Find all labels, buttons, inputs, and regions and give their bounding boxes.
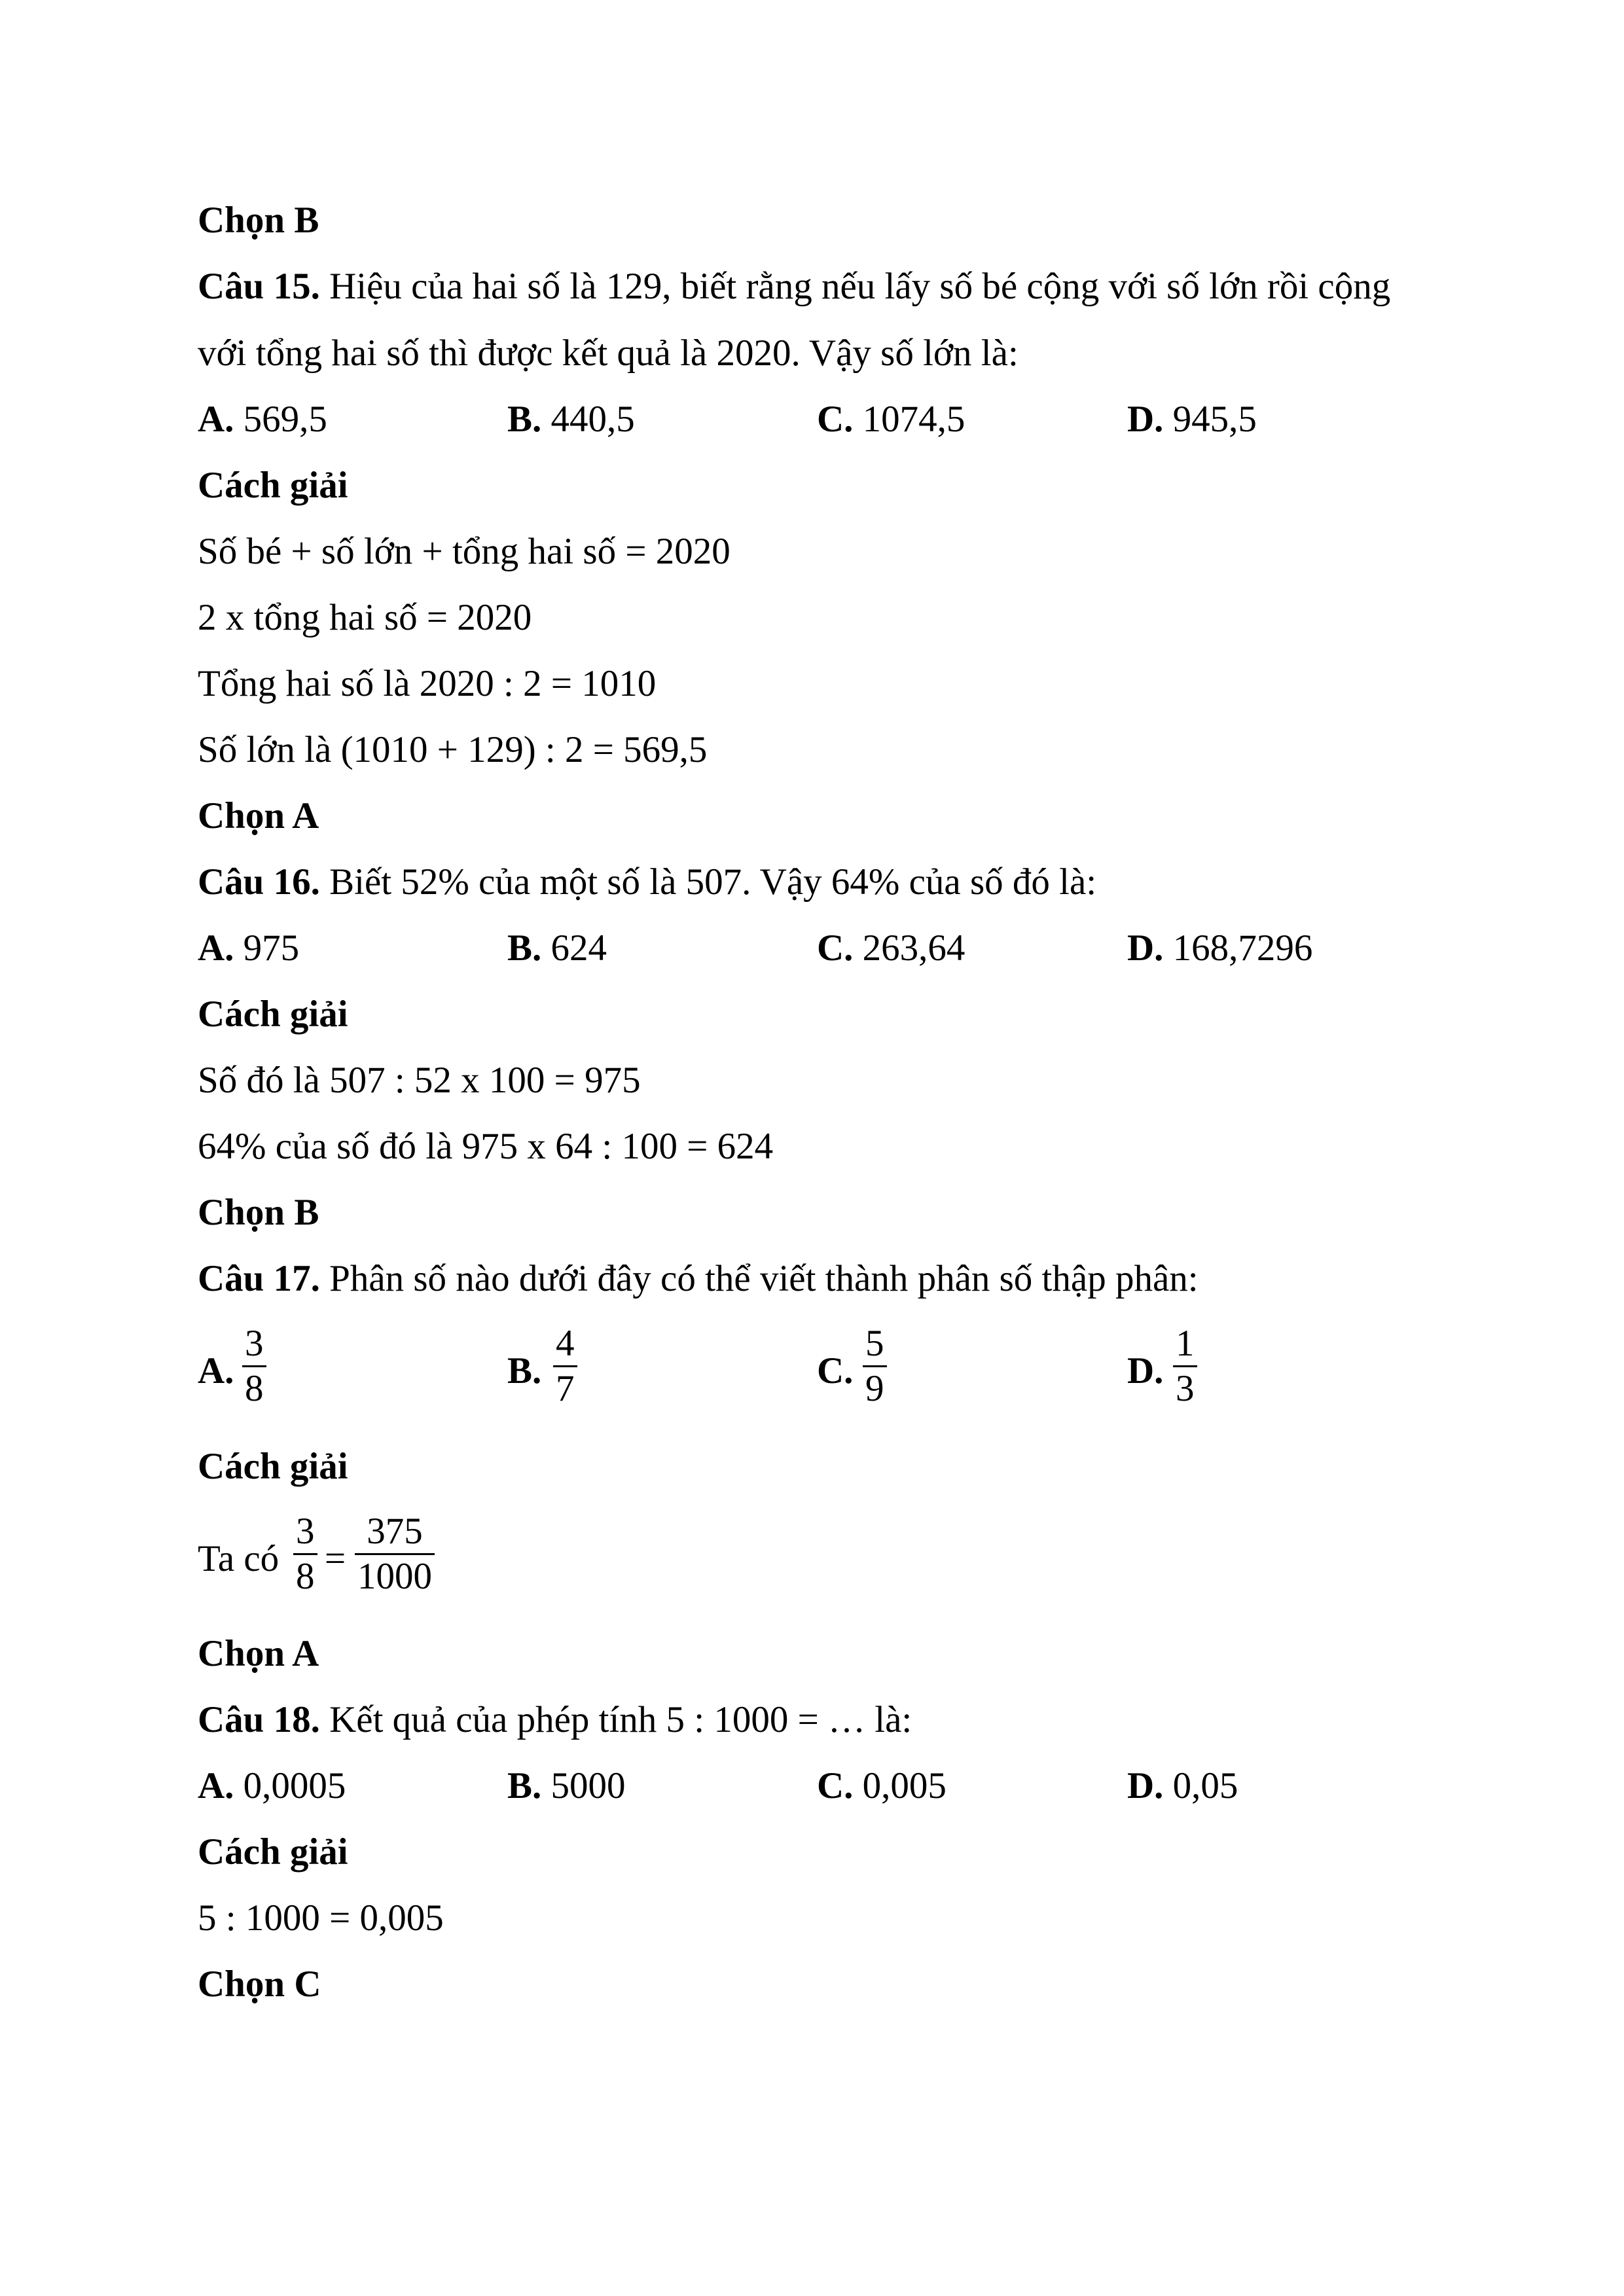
q15-option-a: A. 569,5	[198, 399, 327, 440]
question-label: Câu 15.	[198, 266, 320, 307]
q17-option-a-fraction: 3 8	[242, 1322, 266, 1410]
q18-step-1: 5 : 1000 = 0,005	[198, 1897, 444, 1939]
q17-solution-prefix: Ta có	[198, 1538, 280, 1579]
q17-option-c-fraction: 5 9	[863, 1322, 887, 1410]
q18-option-d: D. 0,05	[1127, 1765, 1238, 1806]
q15-step-2: 2 x tổng hai số = 2020	[198, 597, 532, 638]
question-text: Biết 52% của một số là 507. Vậy 64% của số đó là:	[319, 861, 1097, 903]
question-18	[198, 1697, 912, 1743]
question-label: Câu 17.	[198, 1258, 320, 1299]
q16-solution-heading: Cách giải	[198, 994, 348, 1035]
question-text: Hiệu của hai số là 129, biết rằng nếu lấy số bé cộng với số lớn rồi cộng	[319, 266, 1391, 307]
q16-option-c: C. 263,64	[817, 927, 965, 969]
question-text: Phân số nào dưới đây có thể viết thành phân số thập phân:	[319, 1258, 1199, 1299]
q17-solution-fraction-right: 375 1000	[355, 1510, 435, 1598]
question-15-line2: với tổng hai số thì được kết quả là 2020. Vậy số lớn là:	[198, 332, 1019, 374]
q16-option-b: B. 624	[507, 927, 607, 969]
q16-option-a: A. 975	[198, 927, 300, 969]
q18-option-c: C. 0,005	[817, 1765, 947, 1806]
q17-solution-heading: Cách giải	[198, 1446, 348, 1487]
q17-answer: Chọn A	[198, 1633, 319, 1674]
q17-solution-fraction-left: 3 8	[293, 1510, 317, 1598]
q16-step-2: 64% của số đó là 975 x 64 : 100 = 624	[198, 1126, 774, 1167]
q17-option-b-letter: B.	[507, 1350, 542, 1391]
q18-option-a: A. 0,0005	[198, 1765, 346, 1806]
q15-step-4: Số lớn là (1010 + 129) : 2 = 569,5	[198, 729, 708, 770]
q17-option-d-fraction: 1 3	[1173, 1322, 1197, 1410]
q17-option-c-letter: C.	[817, 1350, 854, 1391]
question-17	[198, 1256, 1199, 1302]
q15-option-d: D. 945,5	[1127, 399, 1257, 440]
q17-option-a-letter: A.	[198, 1350, 234, 1391]
question-text: Kết quả của phép tính 5 : 1000 = … là:	[319, 1699, 912, 1740]
q18-solution-heading: Cách giải	[198, 1831, 348, 1873]
q16-step-1: Số đó là 507 : 52 x 100 = 975	[198, 1060, 641, 1101]
question-16	[198, 859, 1096, 905]
question-label: Câu 16.	[198, 861, 320, 903]
q16-option-d: D. 168,7296	[1127, 927, 1313, 969]
q15-option-b: B. 440,5	[507, 399, 635, 440]
q18-option-b: B. 5000	[507, 1765, 626, 1806]
intro-answer: Chọn B	[198, 200, 319, 241]
q15-solution-heading: Cách giải	[198, 465, 348, 506]
q15-option-c: C. 1074,5	[817, 399, 965, 440]
q18-answer: Chọn C	[198, 1964, 321, 2005]
question-15	[198, 264, 1390, 310]
q15-step-3: Tổng hai số là 2020 : 2 = 1010	[198, 663, 657, 704]
question-label: Câu 18.	[198, 1699, 320, 1740]
q15-answer: Chọn A	[198, 795, 319, 836]
q16-answer: Chọn B	[198, 1192, 319, 1233]
q15-step-1: Số bé + số lớn + tổng hai số = 2020	[198, 531, 731, 572]
q17-option-d-letter: D.	[1127, 1350, 1164, 1391]
q17-option-b-fraction: 4 7	[553, 1322, 577, 1410]
q17-solution-equals: =	[325, 1538, 346, 1579]
